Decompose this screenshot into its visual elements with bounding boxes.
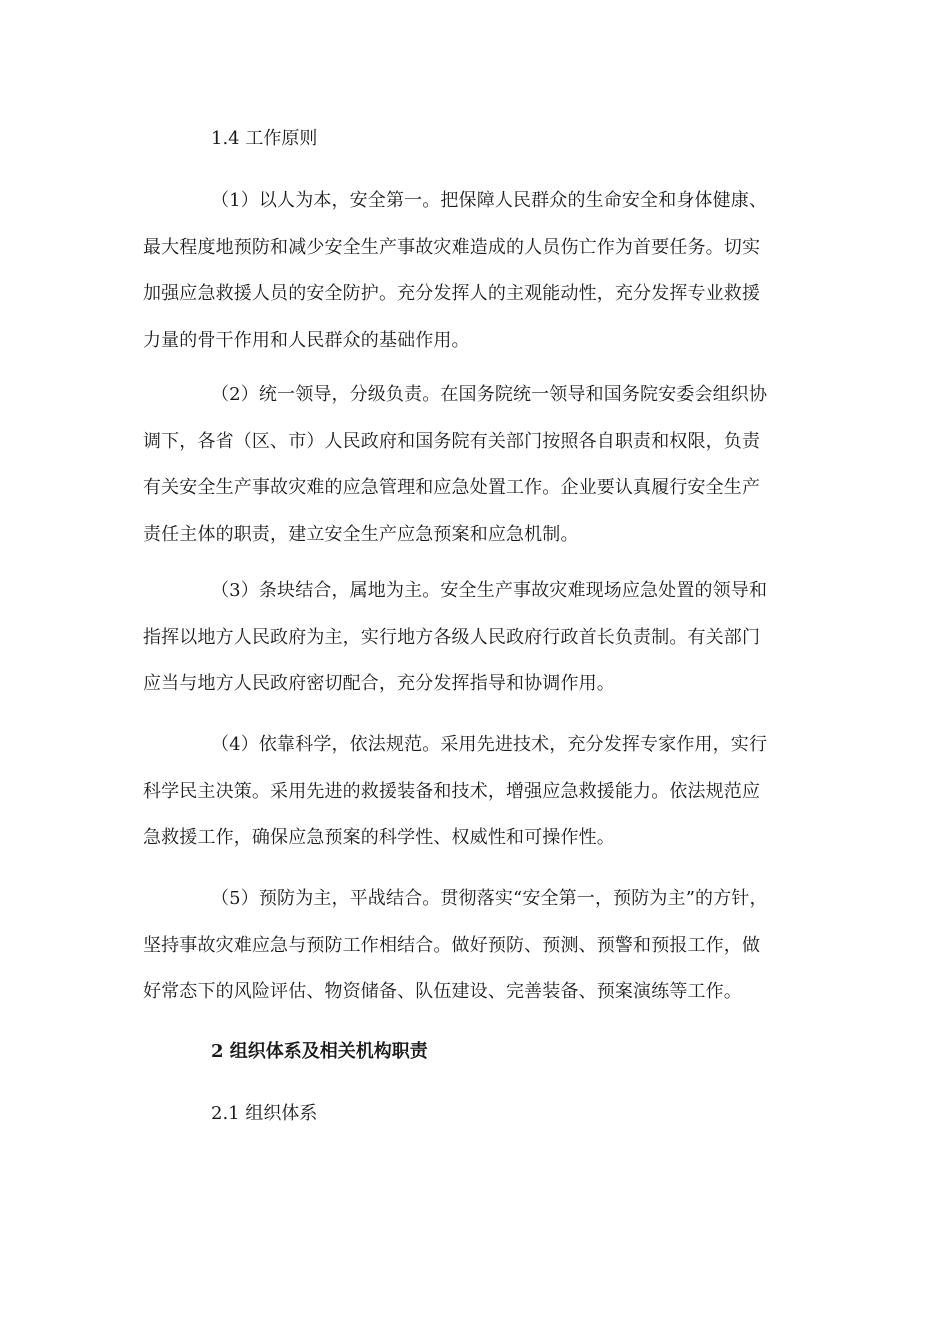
principle-paragraph-4 xyxy=(143,722,803,862)
paragraph-line: （1）以人为本，安全第一。把保障人民群众的生命安全和身体健康、 xyxy=(211,190,768,211)
principle-paragraph-2 xyxy=(143,372,803,558)
paragraph-line: 调下，各省（区、市）人民政府和国务院有关部门按照各自职责和权限，负责 xyxy=(143,430,761,452)
paragraph-line: （3）条块结合，属地为主。安全生产事故灾难现场应急处置的领导和 xyxy=(211,580,768,601)
section-heading-2-1: 2.1 组织体系 xyxy=(211,1103,318,1124)
section-heading-2: 2 组织体系及相关机构职责 xyxy=(211,1041,428,1062)
paragraph-line: 坚持事故灾难应急与预防工作相结合。做好预防、预测、预警和预报工作，做 xyxy=(143,934,761,956)
paragraph-line: 责任主体的职责，建立安全生产应急预案和应急机制。 xyxy=(143,523,579,545)
paragraph-line: 急救援工作，确保应急预案的科学性、权威性和可操作性。 xyxy=(143,827,615,848)
paragraph-line: 应当与地方人民政府密切配合，充分发挥指导和协调作用。 xyxy=(143,673,615,694)
paragraph-line: （4）依靠科学，依法规范。采用先进技术，充分发挥专家作用，实行 xyxy=(211,734,768,755)
paragraph-line: 加强应急救援人员的安全防护。充分发挥人的主观能动性，充分发挥专业救援 xyxy=(143,283,761,304)
principle-paragraph-5 xyxy=(143,876,803,1016)
paragraph-line: 有关安全生产事故灾难的应急管理和应急处置工作。企业要认真履行安全生产 xyxy=(143,477,761,498)
principle-paragraph-3 xyxy=(143,568,803,708)
paragraph-line: （2）统一领导，分级负责。在国务院统一领导和国务院安委会组织协 xyxy=(211,384,768,405)
paragraph-line: 最大程度地预防和减少安全生产事故灾难造成的人员伤亡作为首要任务。切实 xyxy=(143,236,761,258)
paragraph-line: 好常态下的风险评估、物资储备、队伍建设、完善装备、预案演练等工作。 xyxy=(143,981,742,1002)
paragraph-line: （5）预防为主，平战结合。贯彻落实“安全第一，预防为主”的方针， xyxy=(211,888,768,909)
paragraph-line: 力量的骨干作用和人民群众的基础作用。 xyxy=(143,329,470,351)
principle-paragraph-1 xyxy=(143,178,803,364)
section-heading-1-4: 1.4 工作原则 xyxy=(211,128,318,149)
paragraph-line: 指挥以地方人民政府为主，实行地方各级人民政府行政首长负责制。有关部门 xyxy=(143,626,761,648)
paragraph-line: 科学民主决策。采用先进的救援装备和技术，增强应急救援能力。依法规范应 xyxy=(143,780,761,802)
